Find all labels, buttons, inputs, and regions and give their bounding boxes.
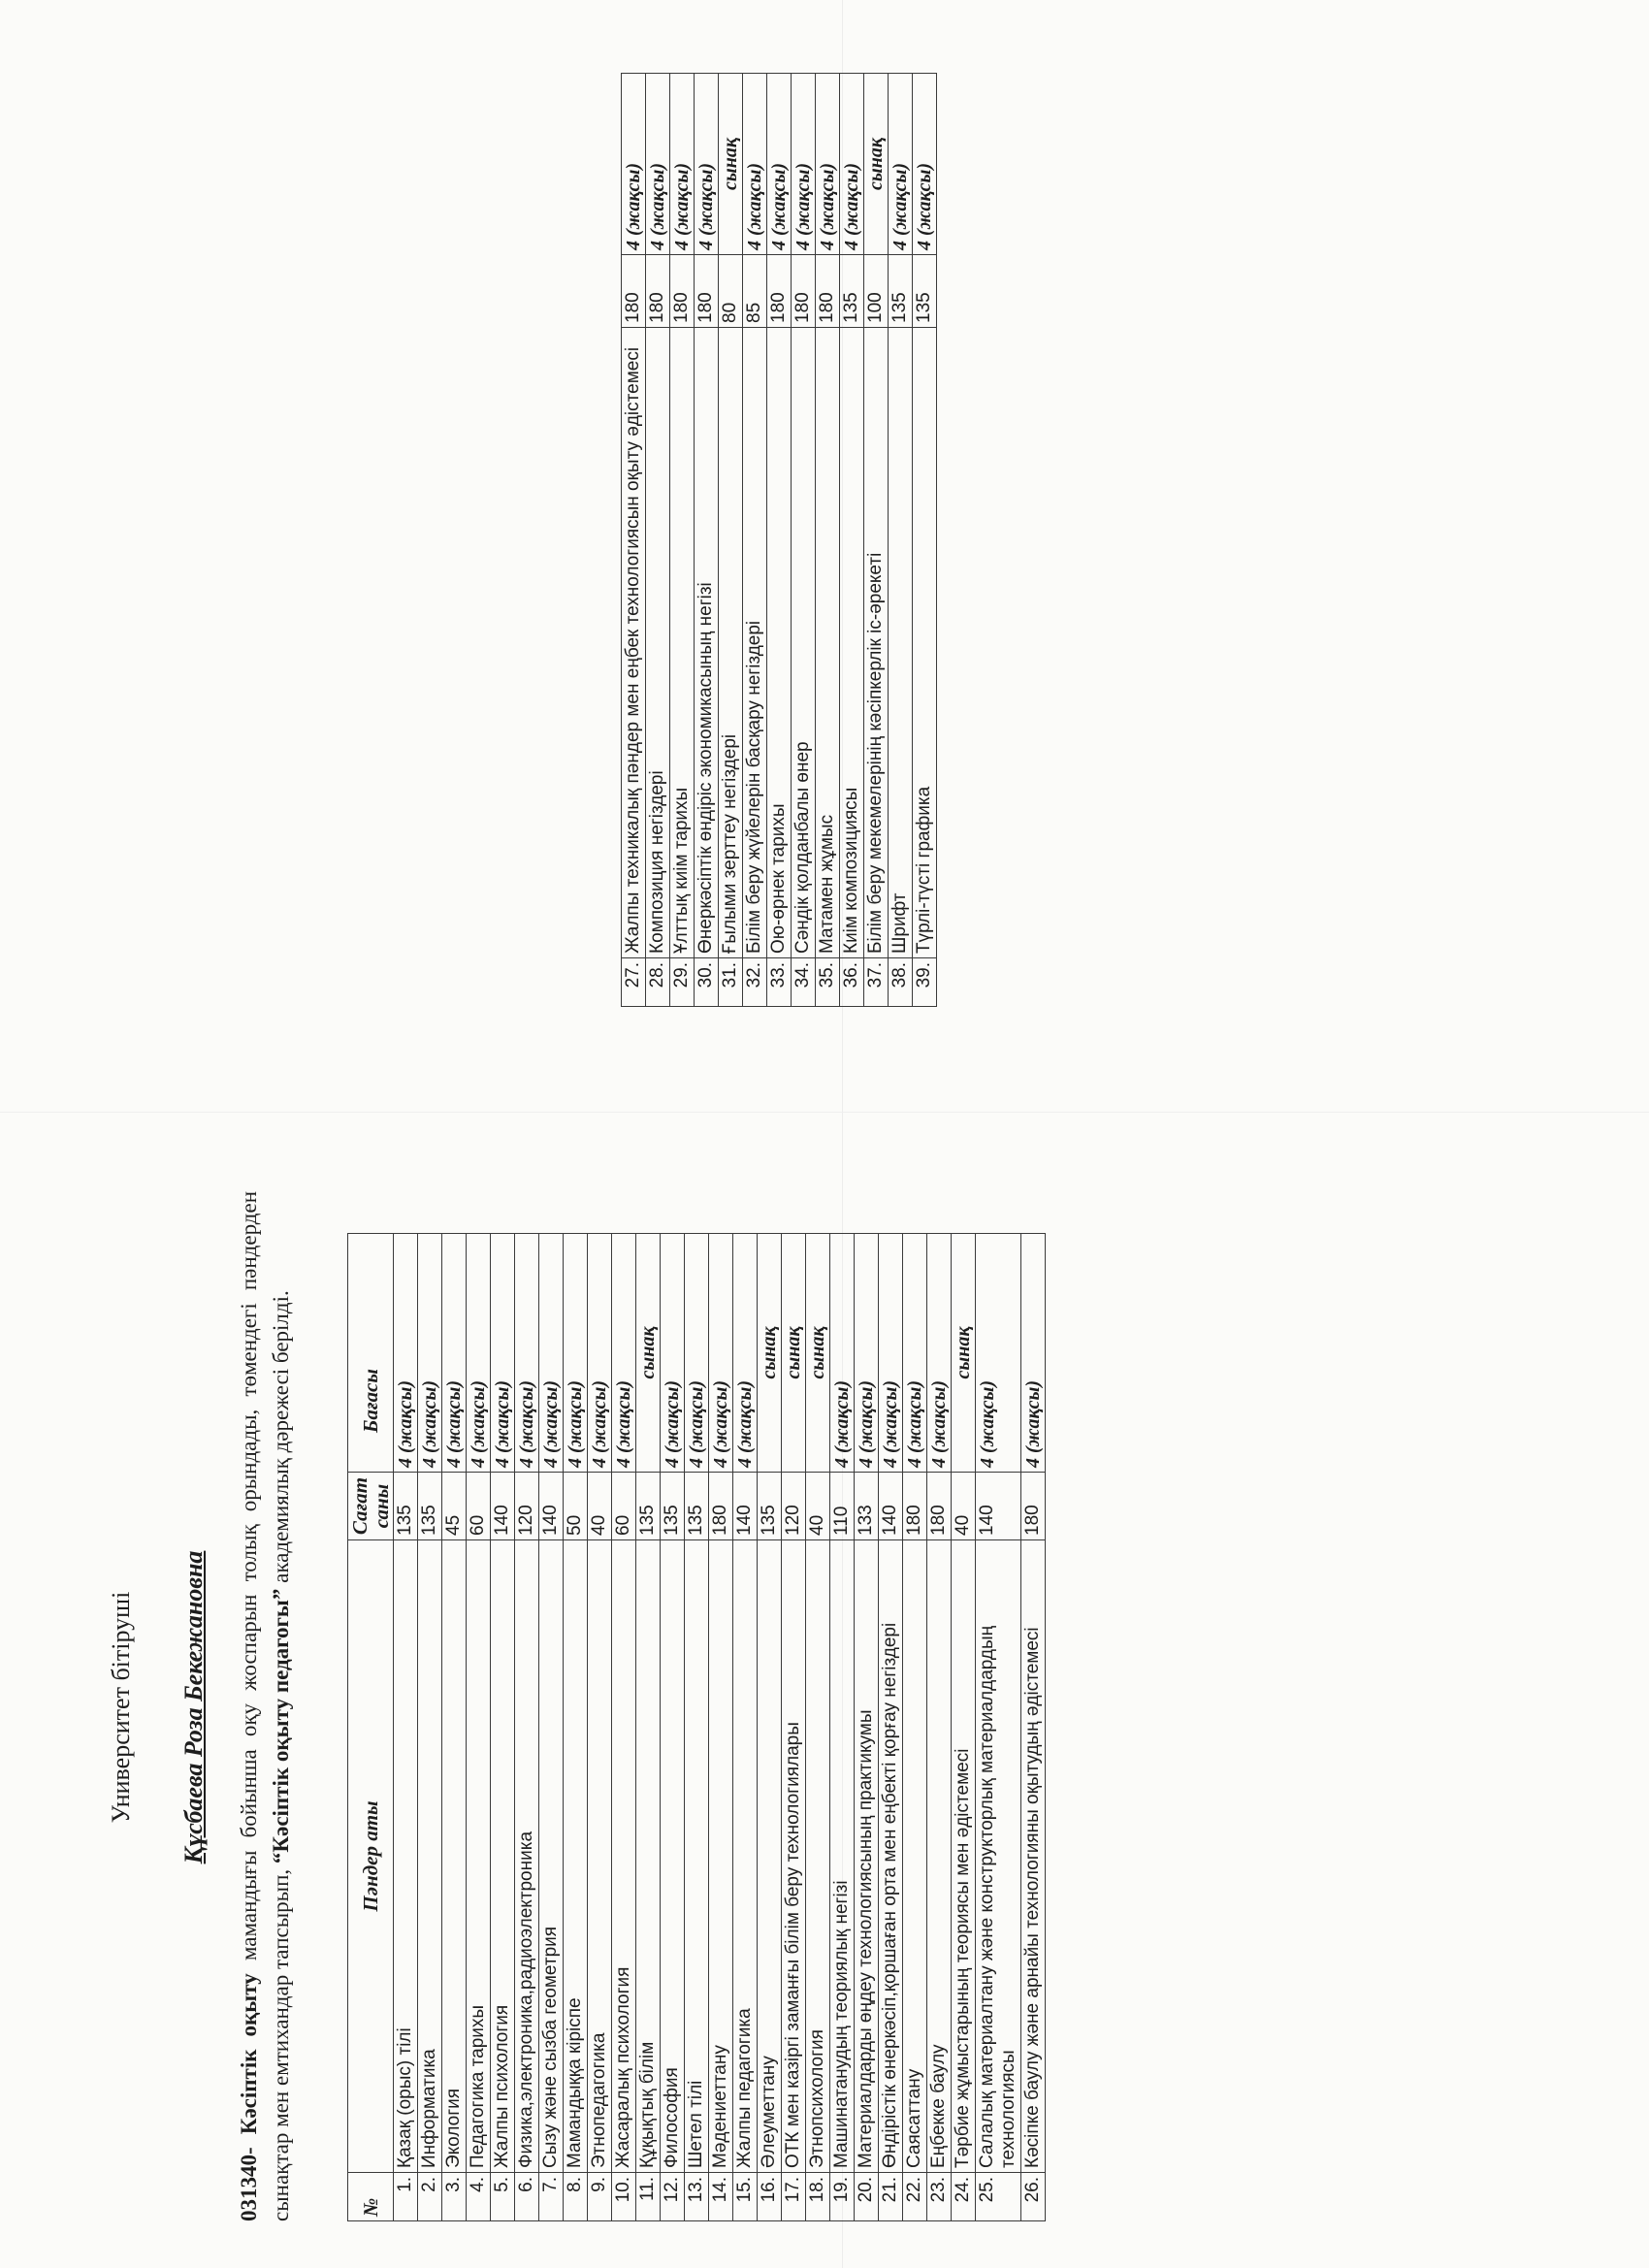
table-row — [903, 1234, 927, 2221]
table-row — [806, 1234, 830, 2221]
row-subject: Жалпы техникалық пәндер мен еңбек технологиясын оқыту әдістемесі — [622, 328, 646, 958]
row-subject: Киім композициясы — [840, 328, 864, 958]
row-subject: Философия — [661, 1540, 685, 2173]
row-hours: 120 — [515, 1473, 539, 1540]
row-hours: 180 — [792, 255, 816, 328]
row-grade: сынақ — [864, 74, 889, 255]
row-number: 21. — [879, 2173, 903, 2221]
row-grade: 4 (жақсы) — [903, 1234, 927, 1473]
row-grade: сынақ — [952, 1234, 976, 1473]
table-row — [767, 74, 792, 1007]
row-hours: 180 — [816, 255, 840, 328]
row-number: 26. — [1021, 2173, 1046, 2221]
row-number: 12. — [661, 2173, 685, 2221]
table-row — [782, 1234, 806, 2221]
row-subject: Өндірістік өнеркәсіп,қоршаған орта мен еңбекті қорғау негіздері — [879, 1540, 903, 2173]
row-grade: 4 (жақсы) — [743, 74, 767, 255]
row-number: 29. — [670, 958, 695, 1007]
row-grade: 4 (жақсы) — [830, 1234, 855, 1473]
row-number: 10. — [612, 2173, 636, 2221]
row-subject: Әлеуметтану — [758, 1540, 782, 2173]
row-hours: 180 — [695, 255, 719, 328]
table-row — [394, 1234, 418, 2221]
row-subject: Физика,электроника,радиоэлектроника — [515, 1540, 539, 2173]
row-number: 28. — [646, 958, 670, 1007]
row-hours: 180 — [927, 1473, 952, 1540]
row-subject: Жалпы психология — [491, 1540, 515, 2173]
table-row — [685, 1234, 709, 2221]
row-number: 33. — [767, 958, 792, 1007]
row-subject: Ою-өрнек тарихы — [767, 328, 792, 958]
row-number: 3. — [442, 2173, 467, 2221]
row-number: 27. — [622, 958, 646, 1007]
row-number: 18. — [806, 2173, 830, 2221]
row-hours: 140 — [539, 1473, 564, 1540]
row-hours: 180 — [903, 1473, 927, 1540]
table-row — [418, 1234, 442, 2221]
row-grade: сынақ — [782, 1234, 806, 1473]
row-number: 23. — [927, 2173, 952, 2221]
row-number: 20. — [855, 2173, 879, 2221]
row-grade: 4 (жақсы) — [661, 1234, 685, 1473]
row-hours: 40 — [588, 1473, 612, 1540]
table-row — [743, 74, 767, 1007]
table-row — [830, 1234, 855, 2221]
graduate-name: Құсбаева Роза Бекежановна — [179, 1550, 208, 1864]
row-number: 16. — [758, 2173, 782, 2221]
row-grade: 4 (жақсы) — [976, 1234, 1021, 1473]
row-hours: 45 — [442, 1473, 467, 1540]
table-row — [913, 74, 937, 1007]
row-number: 25. — [976, 2173, 1021, 2221]
academic-degree: “Кәсіптік оқыту педагогы” — [269, 1588, 293, 1864]
row-hours: 135 — [394, 1473, 418, 1540]
row-number: 6. — [515, 2173, 539, 2221]
row-number: 32. — [743, 958, 767, 1007]
document-left-half — [0, 1164, 1591, 2221]
column-header-subject: Пәндер аты — [348, 1540, 394, 2173]
row-subject: Түрлі-түсті графика — [913, 328, 937, 958]
row-number: 31. — [719, 958, 743, 1007]
specialty-name: Кәсіптік оқыту — [237, 1973, 261, 2135]
row-hours: 120 — [782, 1473, 806, 1540]
row-grade: 4 (жақсы) — [564, 1234, 588, 1473]
row-hours: 135 — [418, 1473, 442, 1540]
table-row — [636, 1234, 661, 2221]
row-subject: Қазақ (орыс) тілі — [394, 1540, 418, 2173]
row-grade: 4 (жақсы) — [491, 1234, 515, 1473]
table-row — [695, 74, 719, 1007]
row-subject: Мәдениеттану — [709, 1540, 733, 2173]
row-subject: Тәрбие жұмыстарының теориясы мен әдістемесі — [952, 1540, 976, 2173]
table-row — [758, 1234, 782, 2221]
row-subject: Экология — [442, 1540, 467, 2173]
row-number: 11. — [636, 2173, 661, 2221]
row-subject: Машинатанудың теориялық негізі — [830, 1540, 855, 2173]
row-number: 5. — [491, 2173, 515, 2221]
row-grade: 4 (жақсы) — [394, 1234, 418, 1473]
table-row — [709, 1234, 733, 2221]
row-subject: Білім беру мекемелерінің кәсіпкерлік іс-әрекеті — [864, 328, 889, 958]
document-right-half — [0, 56, 1591, 1007]
row-number: 30. — [695, 958, 719, 1007]
table-row — [539, 1234, 564, 2221]
row-grade: 4 (жақсы) — [913, 74, 937, 255]
row-grade: сынақ — [636, 1234, 661, 1473]
row-number: 13. — [685, 2173, 709, 2221]
row-number: 34. — [792, 958, 816, 1007]
table-row — [622, 74, 646, 1007]
row-number: 7. — [539, 2173, 564, 2221]
row-hours: 180 — [646, 255, 670, 328]
table-row — [467, 1234, 491, 2221]
table-row — [670, 74, 695, 1007]
row-hours: 60 — [612, 1473, 636, 1540]
row-subject: Композиция негіздері — [646, 328, 670, 958]
row-subject: Жасаралық психология — [612, 1540, 636, 2173]
row-grade: 4 (жақсы) — [588, 1234, 612, 1473]
row-hours: 140 — [491, 1473, 515, 1540]
table-row — [889, 74, 913, 1007]
row-hours: 180 — [709, 1473, 733, 1540]
row-grade: 4 (жақсы) — [646, 74, 670, 255]
row-grade: 4 (жақсы) — [442, 1234, 467, 1473]
university-title: Университет бітіруші — [107, 1591, 135, 1824]
row-subject: Этнопсихология — [806, 1540, 830, 2173]
row-grade: 4 (жақсы) — [612, 1234, 636, 1473]
row-number: 1. — [394, 2173, 418, 2221]
row-grade: 4 (жақсы) — [515, 1234, 539, 1473]
table-row — [564, 1234, 588, 2221]
specialty-code: 031340- — [237, 2147, 261, 2221]
row-number: 4. — [467, 2173, 491, 2221]
row-grade: 4 (жақсы) — [767, 74, 792, 255]
table-row — [927, 1234, 952, 2221]
row-subject: Педагогика тарихы — [467, 1540, 491, 2173]
row-subject: Салалық материалтану және конструкторлық материалдардың технологиясы — [976, 1540, 1021, 2173]
row-grade: 4 (жақсы) — [816, 74, 840, 255]
row-hours: 140 — [733, 1473, 758, 1540]
row-subject: ОТК мен казіргі заманғы білім беру технологиялары — [782, 1540, 806, 2173]
row-subject: Ғылыми зерттеу негіздері — [719, 328, 743, 958]
column-header-hours: Сағат саны — [348, 1473, 394, 1540]
grades-table-left-body — [394, 1234, 1046, 2221]
row-grade: 4 (жақсы) — [622, 74, 646, 255]
row-grade: 4 (жақсы) — [467, 1234, 491, 1473]
row-subject: Сәндік қолданбалы өнер — [792, 328, 816, 958]
intro-text-part-2: академиялық дәрежесі берілді. — [269, 1290, 293, 1589]
row-number: 15. — [733, 2173, 758, 2221]
table-row — [515, 1234, 539, 2221]
row-subject: Мамандыққа кіріспе — [564, 1540, 588, 2173]
row-grade: 4 (жақсы) — [733, 1234, 758, 1473]
row-subject: Шрифт — [889, 328, 913, 958]
row-subject: Ұлттық киім тарихы — [670, 328, 695, 958]
row-grade: 4 (жақсы) — [670, 74, 695, 255]
row-grade: 4 (жақсы) — [1021, 1234, 1046, 1473]
table-row — [840, 74, 864, 1007]
row-grade: 4 (жақсы) — [539, 1234, 564, 1473]
table-row — [879, 1234, 903, 2221]
table-row — [816, 74, 840, 1007]
row-grade: 4 (жақсы) — [695, 74, 719, 255]
row-hours: 80 — [719, 255, 743, 328]
row-hours: 135 — [685, 1473, 709, 1540]
row-grade: 4 (жақсы) — [879, 1234, 903, 1473]
row-hours: 40 — [806, 1473, 830, 1540]
row-hours: 140 — [976, 1473, 1021, 1540]
table-row — [976, 1234, 1021, 2221]
row-hours: 60 — [467, 1473, 491, 1540]
row-subject: Этнопедагогика — [588, 1540, 612, 2173]
row-number: 9. — [588, 2173, 612, 2221]
row-hours: 180 — [767, 255, 792, 328]
row-grade: 4 (жақсы) — [889, 74, 913, 255]
row-number: 38. — [889, 958, 913, 1007]
row-hours: 180 — [1021, 1473, 1046, 1540]
row-grade: 4 (жақсы) — [792, 74, 816, 255]
row-subject: Матамен жұмыс — [816, 328, 840, 958]
table-row — [588, 1234, 612, 2221]
row-hours: 100 — [864, 255, 889, 328]
row-number: 8. — [564, 2173, 588, 2221]
row-subject: Сызу және сызба геометрия — [539, 1540, 564, 2173]
row-hours: 135 — [661, 1473, 685, 1540]
table-row — [733, 1234, 758, 2221]
row-hours: 85 — [743, 255, 767, 328]
table-row — [646, 74, 670, 1007]
row-number: 17. — [782, 2173, 806, 2221]
row-hours: 180 — [670, 255, 695, 328]
row-hours: 140 — [879, 1473, 903, 1540]
row-grade: 4 (жақсы) — [685, 1234, 709, 1473]
row-number: 2. — [418, 2173, 442, 2221]
table-header-row — [348, 1234, 394, 2221]
column-header-grade: Бағасы — [348, 1234, 394, 1473]
row-number: 39. — [913, 958, 937, 1007]
row-hours: 40 — [952, 1473, 976, 1540]
row-number: 24. — [952, 2173, 976, 2221]
row-subject: Жалпы педагогика — [733, 1540, 758, 2173]
row-subject: Білім беру жүйелерін басқару негіздері — [743, 328, 767, 958]
row-hours: 135 — [913, 255, 937, 328]
row-number: 35. — [816, 958, 840, 1007]
row-grade: 4 (жақсы) — [840, 74, 864, 255]
grades-table-right — [621, 73, 937, 1007]
row-number: 22. — [903, 2173, 927, 2221]
row-hours: 50 — [564, 1473, 588, 1540]
row-subject: Шетел тілі — [685, 1540, 709, 2173]
table-row — [661, 1234, 685, 2221]
grades-table-left — [347, 1233, 1046, 2221]
table-row — [1021, 1234, 1046, 2221]
row-subject: Информатика — [418, 1540, 442, 2173]
column-header-number: № — [348, 2173, 394, 2221]
row-hours: 135 — [758, 1473, 782, 1540]
row-grade: сынақ — [719, 74, 743, 255]
row-grade: 4 (жақсы) — [418, 1234, 442, 1473]
row-subject: Өнеркәсіптік өндіріс экономикасының негізі — [695, 328, 719, 958]
table-row — [442, 1234, 467, 2221]
row-number: 14. — [709, 2173, 733, 2221]
table-row — [612, 1234, 636, 2221]
row-subject: Саясаттану — [903, 1540, 927, 2173]
table-row — [792, 74, 816, 1007]
row-hours: 180 — [622, 255, 646, 328]
row-grade: 4 (жақсы) — [855, 1234, 879, 1473]
row-subject: Құқықтық білім — [636, 1540, 661, 2173]
table-row — [719, 74, 743, 1007]
row-number: 36. — [840, 958, 864, 1007]
row-hours: 135 — [889, 255, 913, 328]
table-row — [952, 1234, 976, 2221]
row-subject: Материалдарды өңдеу технологиясының практикумы — [855, 1540, 879, 2173]
row-number: 37. — [864, 958, 889, 1007]
row-grade: 4 (жақсы) — [927, 1234, 952, 1473]
table-row — [855, 1234, 879, 2221]
row-grade: 4 (жақсы) — [709, 1234, 733, 1473]
row-hours: 135 — [636, 1473, 661, 1540]
row-hours: 135 — [840, 255, 864, 328]
intro-text-part-1: мамандығы бойынша оқу жоспарын толық орындады, төмендегі пәндерден сынақтар мен емтихандар тапсырып, — [237, 1191, 293, 2221]
row-subject: Кәсіпке баулу және арнайы технологияны оқытудың әдістемесі — [1021, 1540, 1046, 2173]
row-number: 19. — [830, 2173, 855, 2221]
row-hours: 110 — [830, 1473, 855, 1540]
intro-paragraph — [233, 1191, 297, 2221]
row-grade: сынақ — [806, 1234, 830, 1473]
table-row — [491, 1234, 515, 2221]
rotated-document-page — [0, 47, 1591, 2268]
row-grade: сынақ — [758, 1234, 782, 1473]
row-subject: Еңбекке баулу — [927, 1540, 952, 2173]
grades-table-right-body — [622, 74, 937, 1007]
row-hours: 133 — [855, 1473, 879, 1540]
table-row — [864, 74, 889, 1007]
